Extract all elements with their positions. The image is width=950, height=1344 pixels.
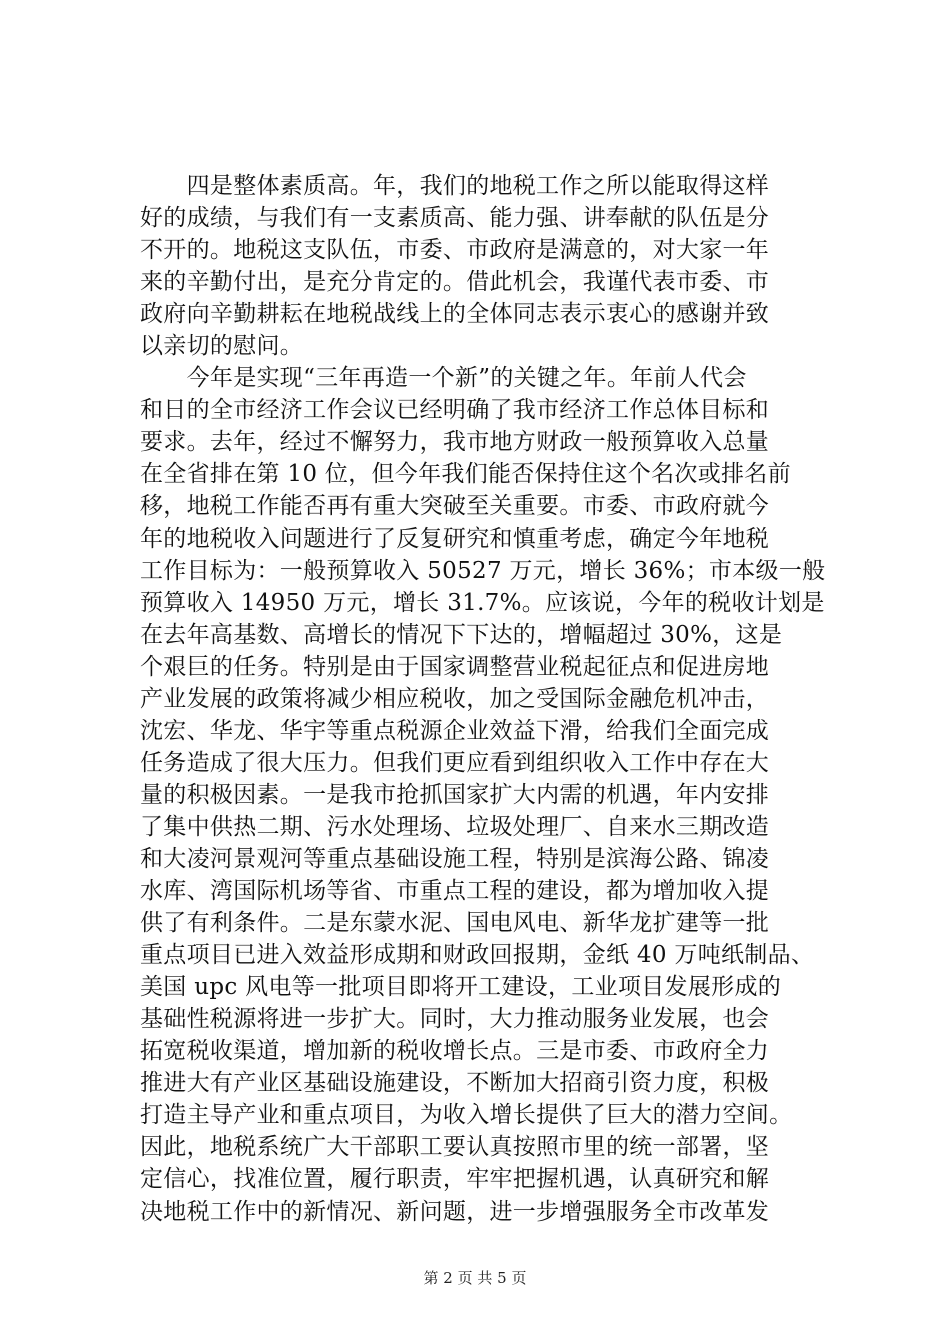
text-line: 产业发展的政策将减少相应税收，加之受国际金融危机冲击， xyxy=(140,685,770,712)
text-line: 政府向辛勤耕耘在地税战线上的全体同志表示衷心的感谢并致 xyxy=(140,301,770,328)
text-line: 预算收入 14950 万元，增长 31.7%。应该说，今年的税收计划是 xyxy=(140,589,825,616)
text-line: 重点项目已进入效益形成期和财政回报期，金纸 40 万吨纸制品、 xyxy=(140,942,815,969)
text-line: 和日的全市经济工作会议已经明确了我市经济工作总体目标和 xyxy=(140,397,770,424)
text-line: 要求。去年，经过不懈努力，我市地方财政一般预算收入总量 xyxy=(140,429,770,456)
text-line: 任务造成了很大压力。但我们更应看到组织收入工作中存在大 xyxy=(140,749,770,776)
text-line: 四是整体素质高。年，我们的地税工作之所以能取得这样 xyxy=(140,173,770,199)
body-text xyxy=(140,170,834,1228)
text-line: 移，地税工作能否再有重大突破至关重要。市委、市政府就今 xyxy=(140,493,770,520)
text-line: 今年是实现“三年再造一个新”的关键之年。年前人代会 xyxy=(140,365,747,392)
text-line: 在全省排在第 10 位，但今年我们能否保持住这个名次或排名前 xyxy=(140,461,791,488)
text-line: 沈宏、华龙、华宇等重点税源企业效益下滑，给我们全面完成 xyxy=(140,717,770,744)
text-line: 工作目标为：一般预算收入 50527 万元，增长 36%；市本级一般 xyxy=(140,557,826,584)
text-line: 拓宽税收渠道，增加新的税收增长点。三是市委、市政府全力 xyxy=(140,1038,770,1065)
page-number-footer: 第 2 页 共 5 页 xyxy=(423,1269,527,1287)
text-line: 不开的。地税这支队伍，市委、市政府是满意的，对大家一年 xyxy=(140,237,770,264)
text-line: 量的积极因素。一是我市抢抓国家扩大内需的机遇，年内安排 xyxy=(140,781,770,808)
text-line: 来的辛勤付出，是充分肯定的。借此机会，我谨代表市委、市 xyxy=(140,269,770,296)
text-line: 定信心，找准位置，履行职责，牢牢把握机遇，认真研究和解 xyxy=(140,1166,770,1193)
text-line: 美国 upc 风电等一批项目即将开工建设，工业项目发展形成的 xyxy=(140,974,782,1001)
text-line: 好的成绩，与我们有一支素质高、能力强、讲奉献的队伍是分 xyxy=(140,205,770,232)
text-line: 年的地税收入问题进行了反复研究和慎重考虑，确定今年地税 xyxy=(140,525,770,552)
text-line: 基础性税源将进一步扩大。同时，大力推动服务业发展，也会 xyxy=(140,1006,770,1033)
text-line: 个艰巨的任务。特别是由于国家调整营业税起征点和促进房地 xyxy=(140,653,770,680)
text-line: 以亲切的慰问。 xyxy=(140,333,304,360)
text-line: 因此，地税系统广大干部职工要认真按照市里的统一部署，坚 xyxy=(140,1134,770,1161)
text-line: 推进大有产业区基础设施建设，不断加大招商引资力度，积极 xyxy=(140,1070,770,1097)
text-line: 和大凌河景观河等重点基础设施工程，特别是滨海公路、锦凌 xyxy=(140,845,770,872)
text-line: 打造主导产业和重点项目，为收入增长提供了巨大的潜力空间。 xyxy=(140,1102,793,1129)
text-line: 水库、湾国际机场等省、市重点工程的建设，都为增加收入提 xyxy=(140,878,770,905)
text-line: 供了有利条件。二是东蒙水泥、国电风电、新华龙扩建等一批 xyxy=(140,910,770,937)
text-line: 了集中供热二期、污水处理场、垃圾处理厂、自来水三期改造 xyxy=(140,813,770,840)
text-line: 在去年高基数、高增长的情况下下达的，增幅超过 30%，这是 xyxy=(140,621,783,648)
text-line: 决地税工作中的新情况、新问题，进一步增强服务全市改革发 xyxy=(140,1198,770,1225)
